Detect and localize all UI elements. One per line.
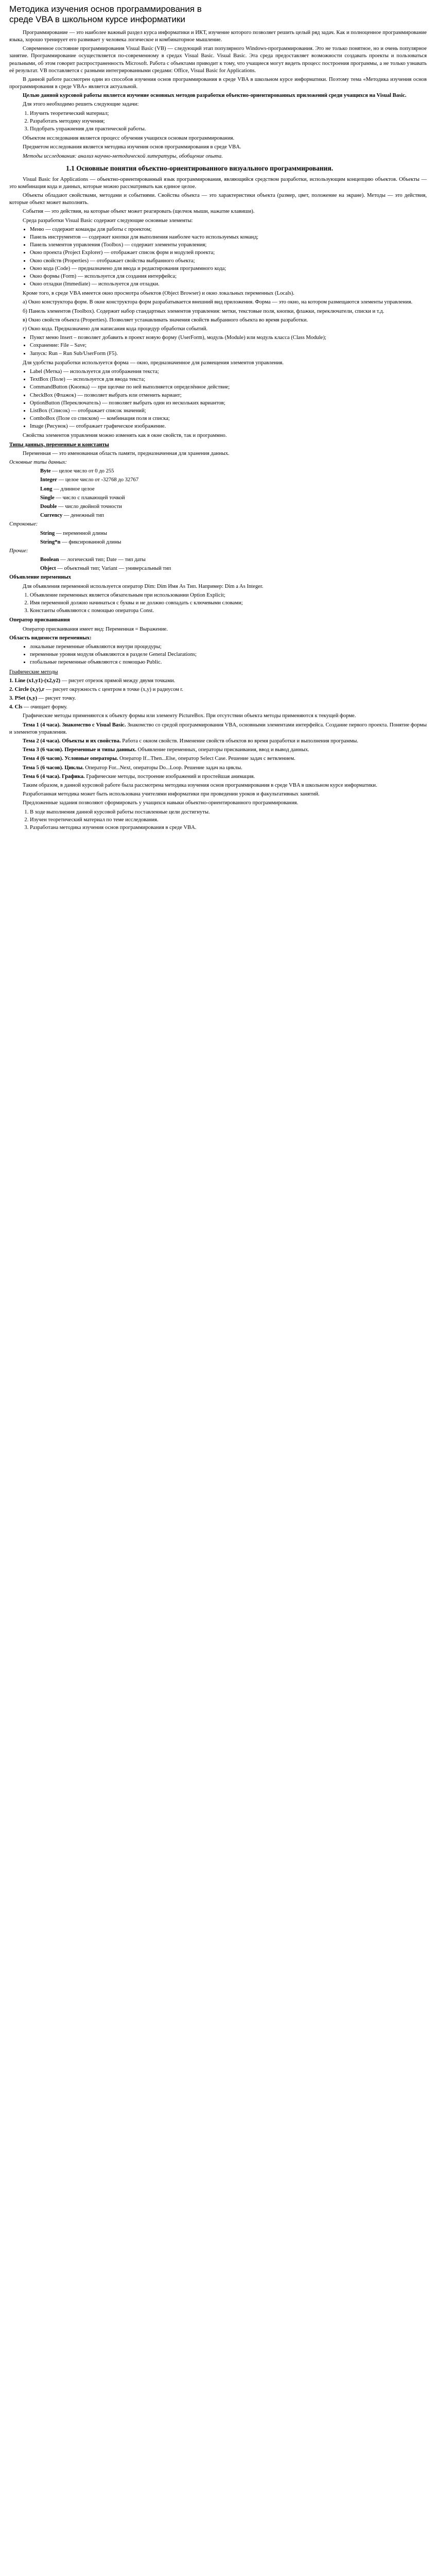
graphics-title: Графические методы xyxy=(9,669,58,675)
conclusion-paragraph: Разработанная методика может быть использована учителями информатики при проведении уроков и факультативных занятий. xyxy=(23,791,320,798)
lesson-head: Тема 6 (4 часа). Графика. xyxy=(23,773,85,779)
control-item: • TextBox (Поле) — используется для ввода текста; xyxy=(30,376,427,383)
graphics-desc: — рисует отрезок прямой между двумя точками. xyxy=(61,677,176,684)
type-desc: целое число от 0 до 255 xyxy=(59,468,114,474)
declare-text: Для объявления переменной используется оператор Dim: Dim Имя As Тип. Например: Dim a As Integer. xyxy=(23,583,264,589)
task-item: 3. Подобрать упражнения для практической работы. xyxy=(30,126,427,133)
ide-list xyxy=(9,226,427,289)
scope-item: • переменные уровня модуля объявляются в разделе General Declarations; xyxy=(30,651,427,658)
type-desc: число двойной точности xyxy=(65,503,122,510)
lesson-paragraph xyxy=(9,755,427,762)
type-row: Boolean — логический тип; Date — тип даты xyxy=(40,557,146,563)
lesson-head: Тема 3 (6 часов). Переменные и типы данных. xyxy=(23,747,136,753)
lesson-paragraph xyxy=(9,773,427,781)
type-row: Currency — денежный тип xyxy=(40,513,104,519)
type-row: String — переменной длины xyxy=(40,530,108,536)
intro-paragraph: Программирование — это наиболее важный раздел курса информатики и ИКТ, изучение которого позволяет решить целый ряд задач. Как и полноценное программирование языка, хорошо тренирует его развивает у человека логическое и комбинаторное мышление. xyxy=(9,29,427,43)
ide-extra: Кроме того, в среде VBA имеется окно просмотра объектов (Object Browser) и окно локальных переменных (Locals). xyxy=(23,291,294,297)
final-item: 1. В ходе выполнения данной курсовой работы поставленные цели достигнуты. xyxy=(30,809,427,816)
graphics-desc: — рисует точку. xyxy=(38,696,76,702)
document-title: Методика изучения основ программирования в среде VBA в школьном курсе информатики xyxy=(9,4,202,25)
object-paragraph: Объектом исследования является процесс обучения учащихся основам программирования. xyxy=(23,135,235,142)
lesson-text: Графические методы, построение изображений и простейшая анимация. xyxy=(86,773,255,779)
vars-title: Типы данных, переменные и константы xyxy=(9,442,109,448)
ide-item: • Окно формы (Form) — используется для создания интерфейса; xyxy=(30,273,427,280)
form-intro: Для удобства разработки используется форма — окно, предназначенное для размещения элементов управления. xyxy=(23,360,284,366)
lesson-text: Оператор For...Next, операторы Do...Loop. Решение задач на циклы. xyxy=(85,765,242,771)
section-heading: 1.1 Основные понятия объектно-ориентированного визуального программирования. xyxy=(66,164,334,172)
graphics-head: 3. PSet (x,y) xyxy=(9,696,38,702)
lesson-text: Работа с окном свойств. Изменение свойств объектов во время разработки и выполнения программы. xyxy=(122,738,358,744)
menu-bullets xyxy=(9,334,427,358)
types-string-label: Строковые: xyxy=(9,521,38,528)
final-item: 2. Изучен теоретический материал по теме исследования. xyxy=(30,817,427,824)
lesson-head: Тема 4 (6 часов). Условные операторы. xyxy=(23,756,118,762)
type-row: Double — число двойной точности xyxy=(40,503,122,510)
type-row: Single — число с плавающей точкой xyxy=(40,495,125,501)
lesson-paragraph xyxy=(9,722,427,736)
graphics-head: 2. Circle (x,y),r xyxy=(9,686,45,692)
type-desc: логический тип; Date — тип даты xyxy=(67,557,146,563)
graphics-item xyxy=(9,695,427,702)
lesson-head: Тема 2 (4 часа). Объекты и их свойства. xyxy=(23,738,121,744)
ide-item: • Окно отладки (Immediate) — используется для отладки. xyxy=(30,281,427,288)
menu-bullet: • Пункт меню Insert – позволяет добавить в проект новую форму (UserForm), модуль (Module) или модуль класса (Class Module); xyxy=(30,334,427,342)
lessons-section xyxy=(9,722,427,781)
declare-title: Объявление переменных xyxy=(9,574,72,581)
final-item: 3. Разработана методика изучения основ программирования в среде VBA. xyxy=(30,824,427,832)
declare-list xyxy=(9,592,427,615)
type-desc: длинное целое xyxy=(60,486,95,492)
ide-intro: Среда разработки Visual Basic содержит следующие основные элементы: xyxy=(23,217,193,224)
ide-item: • Панель элементов управления (Toolbox) — содержит элементы управления; xyxy=(30,242,427,249)
ide-item: • Панель инструментов — содержит кнопки для выполнения наиболее часто используемых команд; xyxy=(30,234,427,241)
declare-item: 2. Имя переменной должно начинаться с буквы и не должно совпадать с ключевыми словами; xyxy=(30,600,427,607)
section-paragraph: События — это действия, на которые объект может реагировать (щелчок мыши, нажатие клавиши). xyxy=(23,209,255,215)
task-item: 1. Изучить теоретический материал; xyxy=(30,110,427,117)
graphics-item xyxy=(9,686,427,693)
graphics-item xyxy=(9,677,427,685)
lesson-paragraph xyxy=(9,747,427,754)
tasks-list xyxy=(9,110,427,133)
type-row: String*n — фиксированной длины xyxy=(40,539,121,545)
scope-list xyxy=(9,643,427,667)
scope-item: • глобальные переменные объявляются с помощью Public. xyxy=(30,659,427,666)
control-item: • ComboBox (Поле со списком) — комбинация поля и списка; xyxy=(30,415,427,422)
type-desc: число с плавающей точкой xyxy=(62,495,125,501)
control-item: • OptionButton (Переключатель) — позволяет выбрать один из нескольких вариантов; xyxy=(30,400,427,407)
graphics-desc: — очищает форму. xyxy=(23,704,67,710)
intro-section xyxy=(9,29,427,91)
control-item: • ListBox (Список) — отображает список значений; xyxy=(30,408,427,415)
assign-text: Оператор присваивания имеет вид: Переменная = Выражение. xyxy=(23,626,168,632)
type-name: Byte xyxy=(40,468,51,474)
type-name: String xyxy=(40,530,55,536)
numbered-paragraph: в) Окно свойств объекта (Properties). Позволяет устанавливать значения свойств выбранного объекта во время разработки. xyxy=(23,317,308,323)
conclusion-paragraph: Таким образом, в данной курсовой работе была рассмотрена методика изучения основ программирования в среде VBA в школьном курсе информатики. xyxy=(23,782,377,788)
type-name: Single xyxy=(40,495,55,501)
vars-list-label: Основные типы данных: xyxy=(9,460,67,466)
ide-item: • Окно кода (Code) — предназначено для ввода и редактирования программного кода; xyxy=(30,265,427,273)
ide-item: • Окно проекта (Project Explorer) — отображает список форм и модулей проекта; xyxy=(30,249,427,257)
intro-paragraph: В данной работе рассмотрен один из способов изучения основ программирования в среде VBA в школьном курсе информатики. Поэтому тема «Методика изучения основ программирования в среде VBA» является актуальной. xyxy=(9,76,427,90)
lesson-text: Оператор If...Then...Else, оператор Select Case. Решение задач с ветвлением. xyxy=(119,756,295,762)
lesson-head: Тема 1 (4 часа). Знакомство с Visual Basic. xyxy=(23,722,126,728)
lesson-paragraph xyxy=(9,738,427,745)
type-name: Double xyxy=(40,503,57,510)
numbered-paragraph: г) Окно кода. Предназначено для написания кода процедур обработки событий. xyxy=(23,326,208,332)
type-name: Long xyxy=(40,486,53,492)
task-item: 2. Разработать методику изучения; xyxy=(30,118,427,125)
types-table xyxy=(9,468,427,519)
section-paragraph: Объекты обладают свойствами, методами и событиями. Свойства объекта — это характеристики объекта (размер, цвет, положение на экране). Методы — это действия, которые объект может выполнять. xyxy=(9,193,427,206)
type-row: Integer — целое число от -32768 до 32767 xyxy=(40,477,139,483)
type-desc: объектный тип; Variant — универсальный тип xyxy=(64,566,171,572)
tasks-label: Для этого необходимо решить следующие задачи: xyxy=(23,101,139,108)
type-row: Object — объектный тип; Variant — универсальный тип xyxy=(40,566,171,572)
menu-bullet: • Сохранение: File – Save; xyxy=(30,342,427,349)
graphics-text: Графические методы применяются к объекту формы или элементу PictureBox. При отсутствии объекта методы применяются к текущей форме. xyxy=(23,713,356,719)
final-list xyxy=(9,809,427,832)
type-name: Currency xyxy=(40,513,63,519)
type-name: Boolean xyxy=(40,557,59,563)
control-item: • CommandButton (Кнопка) — при щелчке по ней выполняется определённое действие; xyxy=(30,384,427,391)
type-desc: денежный тип xyxy=(71,513,104,519)
lesson-paragraph xyxy=(9,765,427,772)
graphics-desc: — рисует окружность с центром в точке (x,y) и радиусом r. xyxy=(46,686,184,692)
conclusion-section xyxy=(9,782,427,807)
methods-paragraph: Методы исследования: анализ научно-методической литературы, обобщение опыта. xyxy=(23,153,223,159)
graphics-item xyxy=(9,704,427,711)
graphics-head: 4. Cls xyxy=(9,704,23,710)
numbered-paragraph: б) Панель элементов (Toolbox). Содержит набор стандартных элементов управления: метки, текстовые поля, кнопки, флажки, переключатели, списки и т.д. xyxy=(23,308,385,314)
menu-bullet: • Запуск: Run – Run Sub/UserForm (F5). xyxy=(30,350,427,358)
type-desc: фиксированной длины xyxy=(68,539,121,545)
scope-title: Область видимости переменных: xyxy=(9,635,92,641)
declare-item: 3. Константы объявляются с помощью оператора Const. xyxy=(30,607,427,615)
control-item: • Image (Рисунок) — отображает графическое изображение. xyxy=(30,423,427,430)
ide-item: • Меню — содержит команды для работы с проектом; xyxy=(30,226,427,233)
graphics-list xyxy=(9,677,427,711)
type-row: Byte — целое число от 0 до 255 xyxy=(40,468,114,474)
declare-item: 1. Объявление переменных является обязательным при использовании Option Explicit; xyxy=(30,592,427,599)
document-page xyxy=(0,0,436,839)
form-extra: Свойства элементов управления можно изменять как в окне свойств, так и программно. xyxy=(23,433,227,439)
lesson-text: Объявление переменных, операторы присваивания, ввод и вывод данных. xyxy=(137,747,309,753)
ide-item: • Окно свойств (Properties) — отображает свойства выбранного объекта; xyxy=(30,258,427,265)
control-item: • CheckBox (Флажок) — позволяет выбрать или отменить вариант; xyxy=(30,392,427,399)
type-name: String*n xyxy=(40,539,61,545)
numbered-paragraph: а) Окно конструктора форм. В окне конструктора форм разрабатывается внешний вид приложения. Форма — это окно, на котором размещаются элементы управления. xyxy=(23,299,413,306)
controls-list xyxy=(9,368,427,431)
conclusion-paragraph: Предложенные задания позволяют сформировать у учащихся навыки объектно-ориентированного программирования. xyxy=(23,800,299,806)
type-desc: переменной длины xyxy=(63,530,108,536)
lesson-text: Знакомство со средой программирования VBA, основными элементами интерфейса. Создание первого проекта. Понятие формы и элементов управления. xyxy=(9,722,427,735)
type-desc: целое число от -32768 до 32767 xyxy=(65,477,139,483)
goal-paragraph xyxy=(9,92,427,99)
types-other-label: Прочие: xyxy=(9,548,28,554)
lesson-head: Тема 5 (6 часов). Циклы. xyxy=(23,765,84,771)
intro-paragraph: Современное состояние программирования Visual Basic (VB) — следующий этап популярного Windows-программирования. Это не только понятное, но и очень популярное занятие. Программирование осуществляется по-современному в средах Visual Basic. Visual Basic. Эта среда предоставляет возможности создавать проекты и пользоваться реальными, об этом говорит распространенность Microsoft. Работа с объектами приводит к тому, что учащиеся могут видеть процесс построения программы, а не только узнавать её результат. VB поставляется с разными интегрированными средами: Office, Visual Basic for Applications. xyxy=(9,46,427,74)
vars-intro: Переменная — это именованная область памяти, предназначенная для хранения данных. xyxy=(23,450,230,456)
subject-paragraph: Предметом исследования является методика изучения основ программирования в среде VBA. xyxy=(23,144,241,150)
goal-text: Целью данной курсовой работы является изучение основных методов разработки объектно-ориентированных приложений среди учащихся на Visual Basic. xyxy=(23,93,407,99)
scope-item: • локальные переменные объявляются внутри процедуры; xyxy=(30,643,427,651)
assign-title: Оператор присваивания xyxy=(9,617,70,623)
section-paragraph: Visual Basic for Applications — объектно-ориентированный язык программирования, являющийся средством разработки, использующим концепцию объектов. Объекты — это комбинация кода и данных, которые можно рассматривать как единое целое. xyxy=(9,176,427,190)
type-name: Object xyxy=(40,566,56,572)
type-name: Integer xyxy=(40,477,57,483)
graphics-head: 1. Line (x1,y1)-(x2,y2) xyxy=(9,677,61,684)
type-row: Long — длинное целое xyxy=(40,486,95,492)
control-item: • Label (Метка) — используется для отображения текста; xyxy=(30,368,427,376)
